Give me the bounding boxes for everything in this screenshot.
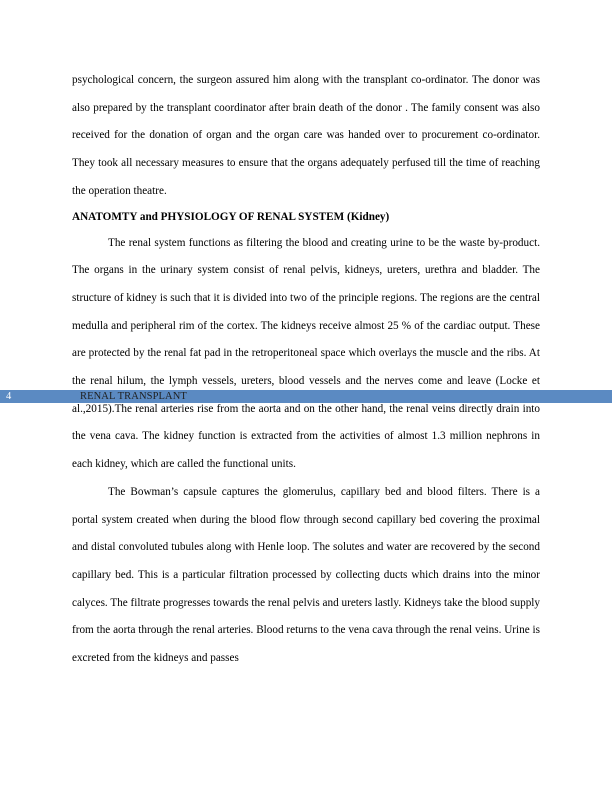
paragraph-renal-system: The renal system functions as filtering the blood and creating urine to be the waste by-product. The organs in the urinary system consist of renal pelvis, kidneys, ureters, urethra and bladder. The structure of kidney is such that it is divided into two of the principle regions. The regions are the central medulla and peripheral rim of the cortex. The kidneys receive almost 25 % of the cardiac output. These are protected by the renal fat pad in the retroperitoneal space which overlays the muscle and the ribs. At the renal hilum, the lymph vessels, ureters, blood vessels and the nerves come and leave (Locke et al.,2015).The renal arteries rise from the aorta and on the other hand, the renal veins directly drain into the vena cava. The kidney function is extracted from the activities of almost 1.3 million nephrons in each kidney, which are called the functional units. bbox=[72, 236, 540, 471]
body-text bbox=[72, 67, 540, 673]
running-header-title: RENAL TRANSPLANT bbox=[80, 391, 187, 402]
page-number: 4 bbox=[6, 391, 12, 402]
section-heading: ANATOMTY and PHYSIOLOGY OF RENAL SYSTEM (Kidney) bbox=[72, 210, 390, 223]
paragraph-donor-preparation: psychological concern, the surgeon assured him along with the transplant co-ordinator. The donor was also prepared by the transplant coordinator after brain death of the donor . The family consent was also received for the donation of organ and the organ care was handed over to procurement co-ordinator. They took all necessary measures to ensure that the organs adequately perfused till the time of reaching the operation theatre. bbox=[72, 74, 540, 197]
paragraph-bowmans-capsule: The Bowman’s capsule captures the glomerulus, capillary bed and blood filters. There is a portal system created when during the blood flow through second capillary bed covering the proximal and distal convoluted tubules along with Henle loop. The solutes and water are recovered by the second capillary bed. This is a particular filtration processed by collecting ducts which drains into the minor calyces. The filtrate progresses towards the renal pelvis and ureters lastly. Kidneys take the blood supply from the aorta through the renal arteries. Blood returns to the vena cava through the renal veins. Urine is excreted from the kidneys and passes bbox=[72, 485, 540, 665]
